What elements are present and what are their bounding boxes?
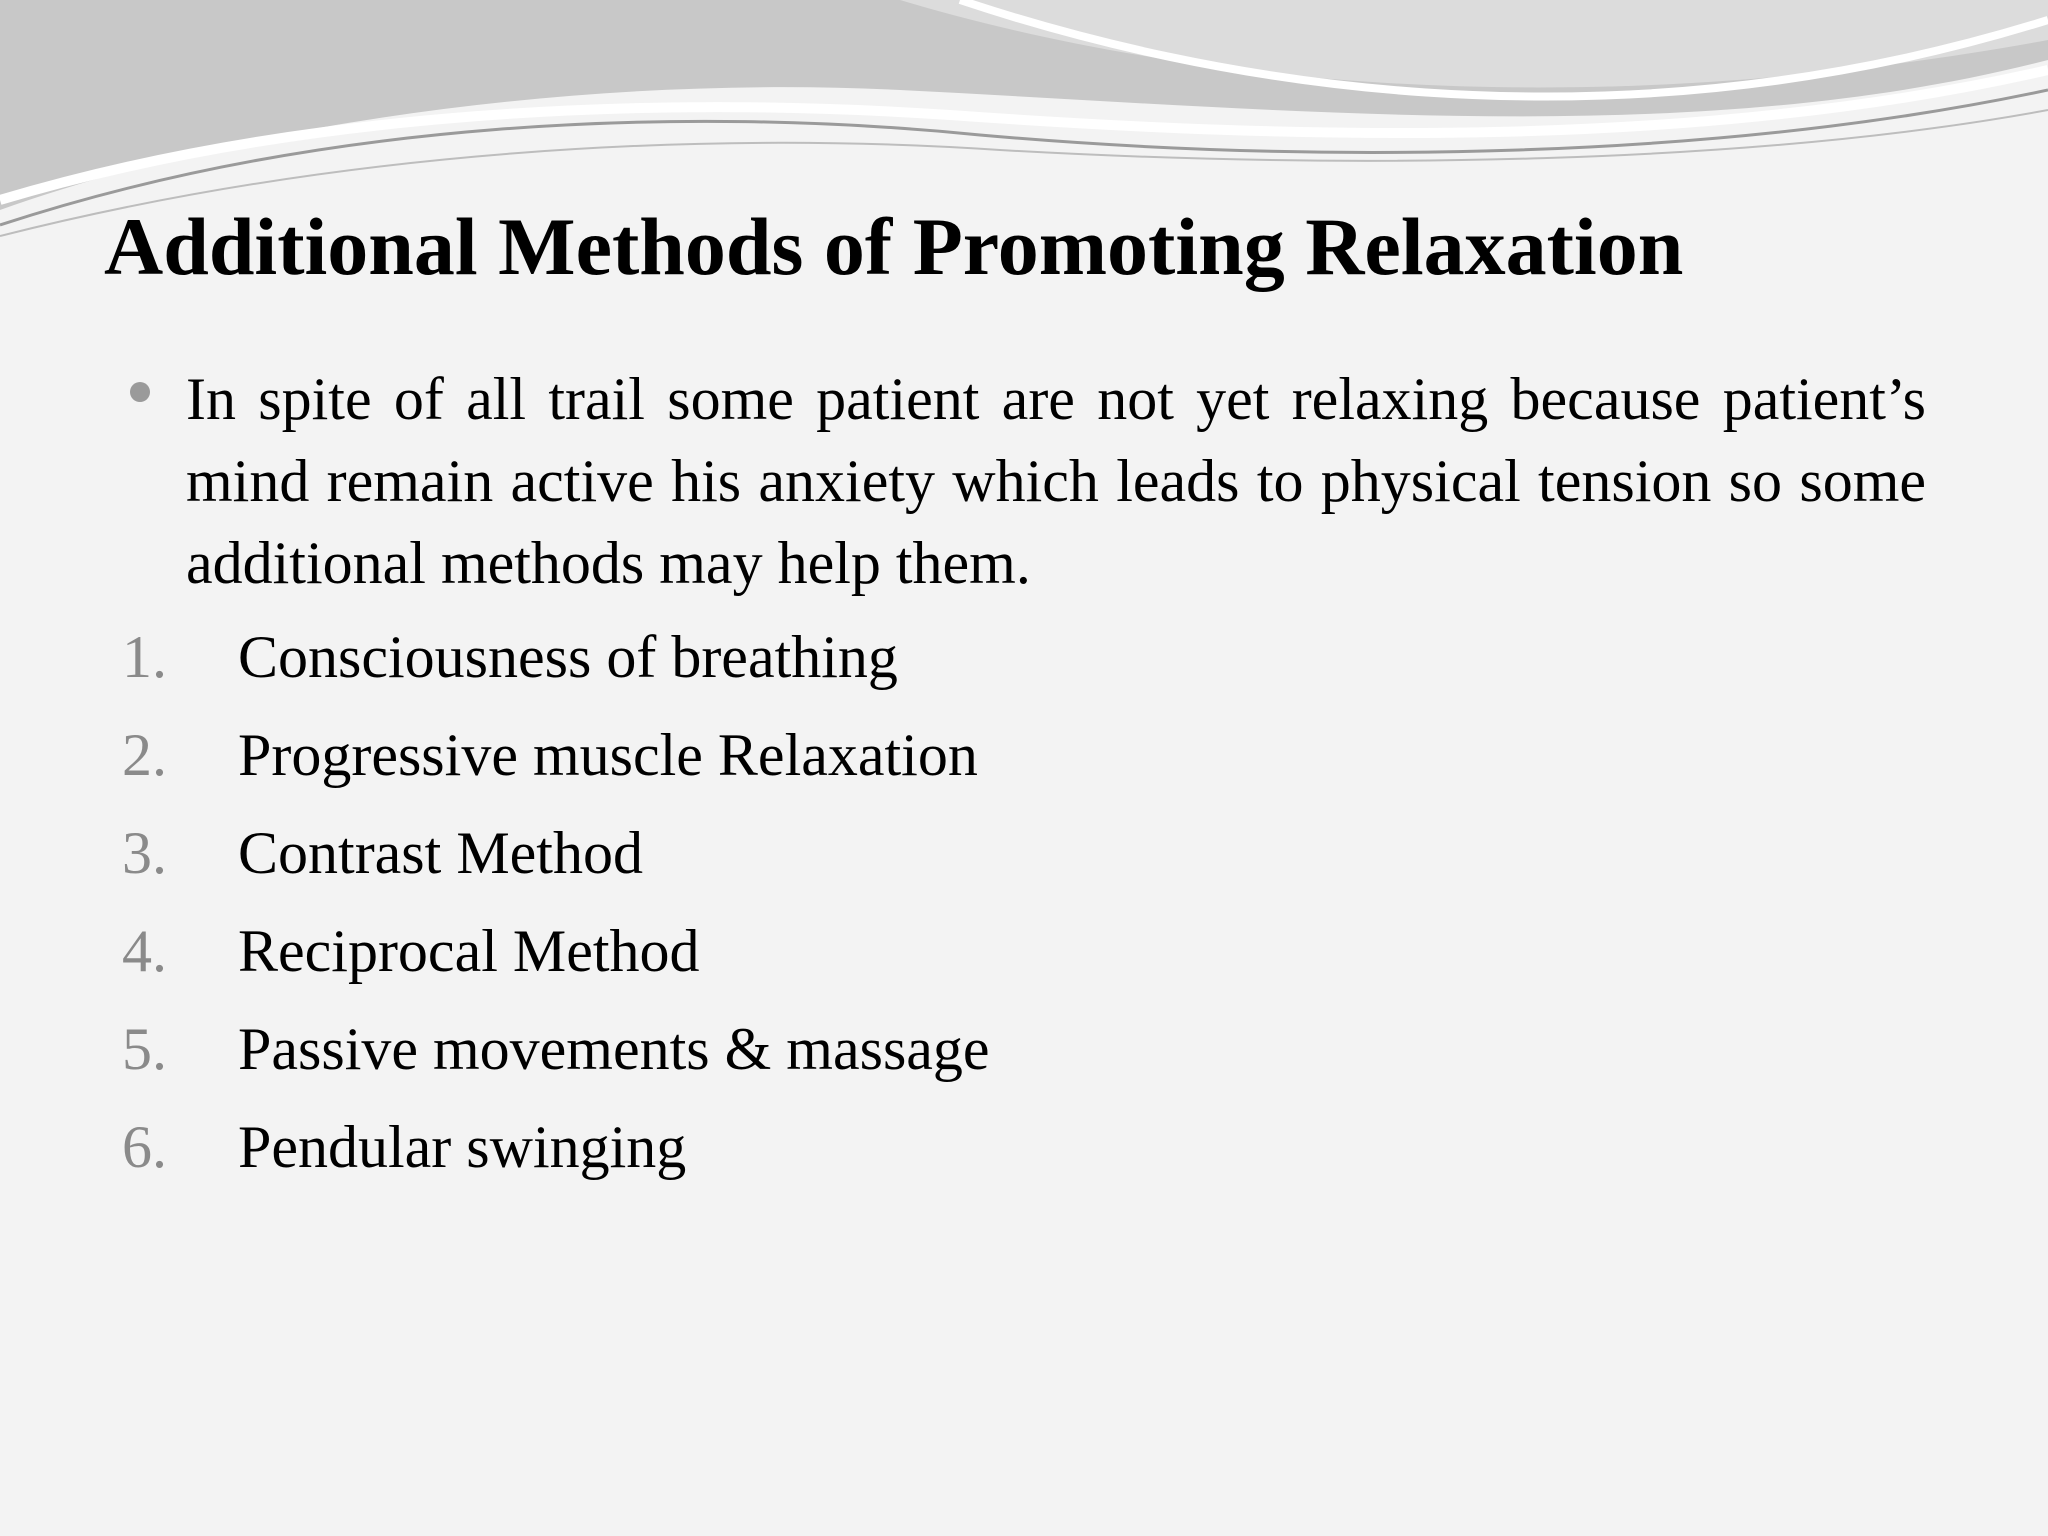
method-label: Contrast Method	[238, 820, 643, 886]
method-number: 6.	[122, 1114, 167, 1180]
method-number: 4.	[122, 918, 167, 984]
intro-bullet-text: In spite of all trail some patient are not yet relaxing because patient’s mind remain active his anxiety which leads to physical tension so some additional methods may help them.	[186, 366, 1926, 596]
slide-title: Additional Methods of Promoting Relaxation	[104, 201, 1684, 292]
method-label: Reciprocal Method	[238, 918, 700, 984]
intro-bullet	[120, 358, 1926, 604]
method-label: Progressive muscle Relaxation	[238, 722, 978, 788]
method-label: Pendular swinging	[238, 1114, 687, 1180]
bullet-dot-icon	[130, 382, 150, 402]
method-number: 3.	[122, 820, 167, 886]
method-number: 2.	[122, 722, 167, 788]
method-label: Passive movements & massage	[238, 1016, 990, 1082]
method-label: Consciousness of breathing	[238, 624, 898, 690]
method-number: 5.	[122, 1016, 167, 1082]
method-number: 1.	[122, 624, 167, 690]
